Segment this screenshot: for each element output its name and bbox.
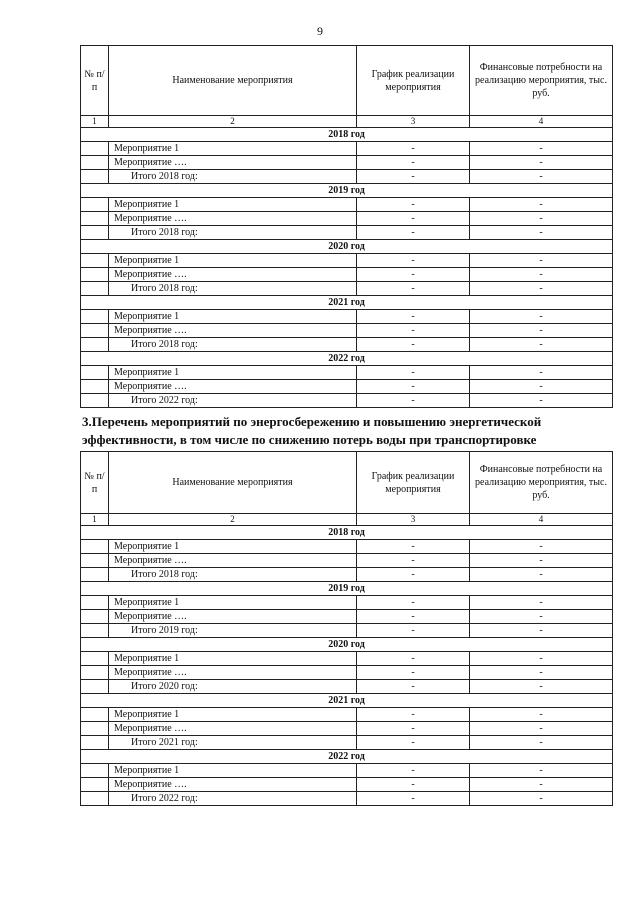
header-finance: Финансовые потребности на реализацию мероприятия, тыс. руб. [470,46,613,116]
row-index [81,652,109,666]
total-row [81,736,613,750]
row-index [81,198,109,212]
year-row [81,638,613,652]
table-row [81,198,613,212]
finance-cell: - [470,792,613,806]
total-row [81,680,613,694]
schedule-cell: - [357,142,470,156]
schedule-cell: - [357,170,470,184]
measure-name: Мероприятие 1 [109,540,357,554]
table-row [81,380,613,394]
finance-cell: - [470,666,613,680]
year-label: 2021 год [81,694,613,708]
row-index [81,554,109,568]
schedule-cell: - [357,366,470,380]
schedule-cell: - [357,338,470,352]
year-row [81,750,613,764]
table-row [81,366,613,380]
finance-cell: - [470,156,613,170]
row-index [81,226,109,240]
total-row [81,226,613,240]
measure-name: Мероприятие …. [109,324,357,338]
row-index [81,792,109,806]
header-name: Наименование мероприятия [109,46,357,116]
row-index [81,366,109,380]
total-row [81,568,613,582]
year-row [81,184,613,198]
schedule-cell: - [357,778,470,792]
finance-cell: - [470,324,613,338]
measure-name: Мероприятие …. [109,722,357,736]
table-row [81,324,613,338]
total-label: Итого 2018 год: [109,226,357,240]
measure-name: Мероприятие …. [109,212,357,226]
row-index [81,324,109,338]
measure-name: Мероприятие …. [109,156,357,170]
schedule-cell: - [357,680,470,694]
total-row [81,338,613,352]
schedule-cell: - [357,254,470,268]
schedule-cell: - [357,380,470,394]
measure-name: Мероприятие …. [109,778,357,792]
row-index [81,708,109,722]
schedule-cell: - [357,708,470,722]
year-row [81,694,613,708]
schedule-cell: - [357,736,470,750]
finance-cell: - [470,736,613,750]
column-number: 1 [81,116,109,128]
total-row [81,394,613,408]
year-label: 2021 год [81,296,613,310]
finance-cell: - [470,680,613,694]
header-schedule: График реализации мероприятия [357,46,470,116]
finance-cell: - [470,212,613,226]
column-numbers-row [81,116,613,128]
finance-cell: - [470,366,613,380]
row-index [81,680,109,694]
total-label: Итого 2022 год: [109,792,357,806]
finance-cell: - [470,142,613,156]
measure-name: Мероприятие …. [109,666,357,680]
table-row [81,778,613,792]
table-header-row [81,46,613,116]
row-index [81,778,109,792]
year-label: 2020 год [81,638,613,652]
measures-table-2 [80,451,613,806]
schedule-cell: - [357,624,470,638]
table-row [81,764,613,778]
finance-cell: - [470,282,613,296]
finance-cell: - [470,380,613,394]
header-number: № п/п [81,452,109,514]
row-index [81,156,109,170]
total-label: Итого 2022 год: [109,394,357,408]
schedule-cell: - [357,554,470,568]
year-row [81,240,613,254]
schedule-cell: - [357,282,470,296]
total-label: Итого 2020 год: [109,680,357,694]
year-label: 2022 год [81,352,613,366]
finance-cell: - [470,268,613,282]
measure-name: Мероприятие 1 [109,198,357,212]
row-index [81,338,109,352]
finance-cell: - [470,624,613,638]
measure-name: Мероприятие …. [109,380,357,394]
year-label: 2019 год [81,184,613,198]
row-index [81,568,109,582]
schedule-cell: - [357,610,470,624]
row-index [81,268,109,282]
column-number: 4 [470,116,613,128]
finance-cell: - [470,554,613,568]
year-label: 2022 год [81,750,613,764]
total-label: Итого 2018 год: [109,282,357,296]
column-numbers-row [81,514,613,526]
schedule-cell: - [357,394,470,408]
measure-name: Мероприятие 1 [109,764,357,778]
column-number: 2 [109,514,357,526]
row-index [81,282,109,296]
column-number: 3 [357,514,470,526]
total-label: Итого 2018 год: [109,568,357,582]
finance-cell: - [470,226,613,240]
schedule-cell: - [357,722,470,736]
measure-name: Мероприятие 1 [109,142,357,156]
schedule-cell: - [357,156,470,170]
measure-name: Мероприятие …. [109,554,357,568]
table-header-row [81,452,613,514]
row-index [81,764,109,778]
finance-cell: - [470,170,613,184]
row-index [81,170,109,184]
table-row [81,212,613,226]
row-index [81,624,109,638]
schedule-cell: - [357,652,470,666]
finance-cell: - [470,540,613,554]
measure-name: Мероприятие 1 [109,366,357,380]
finance-cell: - [470,568,613,582]
table-row [81,610,613,624]
table-row [81,652,613,666]
schedule-cell: - [357,268,470,282]
schedule-cell: - [357,596,470,610]
schedule-cell: - [357,792,470,806]
row-index [81,610,109,624]
schedule-cell: - [357,764,470,778]
finance-cell: - [470,610,613,624]
table-row [81,666,613,680]
measure-name: Мероприятие 1 [109,310,357,324]
column-number: 2 [109,116,357,128]
total-row [81,792,613,806]
column-number: 4 [470,514,613,526]
table-row [81,254,613,268]
total-label: Итого 2018 год: [109,170,357,184]
total-row [81,282,613,296]
row-index [81,540,109,554]
row-index [81,722,109,736]
finance-cell: - [470,764,613,778]
table-row [81,142,613,156]
row-index [81,596,109,610]
row-index [81,394,109,408]
year-row [81,526,613,540]
section-3-heading: 3.Перечень мероприятий по энергосбережению и повышению энергетической эффективности, в том числе по снижению потерь воды при транспортировке [82,414,542,447]
table-row [81,708,613,722]
table-row [81,554,613,568]
total-label: Итого 2019 год: [109,624,357,638]
table-row [81,722,613,736]
year-label: 2018 год [81,128,613,142]
year-row [81,128,613,142]
measure-name: Мероприятие 1 [109,254,357,268]
schedule-cell: - [357,666,470,680]
header-number: № п/п [81,46,109,116]
schedule-cell: - [357,198,470,212]
row-index [81,380,109,394]
table-row [81,156,613,170]
finance-cell: - [470,708,613,722]
table-row [81,268,613,282]
measure-name: Мероприятие 1 [109,596,357,610]
row-index [81,254,109,268]
row-index [81,212,109,226]
finance-cell: - [470,394,613,408]
finance-cell: - [470,652,613,666]
finance-cell: - [470,722,613,736]
header-finance: Финансовые потребности на реализацию мероприятия, тыс. руб. [470,452,613,514]
table-row [81,596,613,610]
column-number: 1 [81,514,109,526]
year-label: 2018 год [81,526,613,540]
schedule-cell: - [357,226,470,240]
measure-name: Мероприятие …. [109,610,357,624]
schedule-cell: - [357,310,470,324]
schedule-cell: - [357,540,470,554]
total-row [81,624,613,638]
finance-cell: - [470,338,613,352]
finance-cell: - [470,310,613,324]
finance-cell: - [470,778,613,792]
column-number: 3 [357,116,470,128]
schedule-cell: - [357,212,470,226]
schedule-cell: - [357,324,470,338]
year-row [81,582,613,596]
total-label: Итого 2021 год: [109,736,357,750]
table-row [81,540,613,554]
measure-name: Мероприятие 1 [109,708,357,722]
total-row [81,170,613,184]
row-index [81,736,109,750]
row-index [81,666,109,680]
total-label: Итого 2018 год: [109,338,357,352]
measure-name: Мероприятие …. [109,268,357,282]
header-name: Наименование мероприятия [109,452,357,514]
year-label: 2019 год [81,582,613,596]
schedule-cell: - [357,568,470,582]
year-row [81,352,613,366]
finance-cell: - [470,198,613,212]
page-number: 9 [317,24,323,38]
measure-name: Мероприятие 1 [109,652,357,666]
table-row [81,310,613,324]
finance-cell: - [470,254,613,268]
row-index [81,310,109,324]
finance-cell: - [470,596,613,610]
year-label: 2020 год [81,240,613,254]
year-row [81,296,613,310]
measures-table-1 [80,45,613,408]
row-index [81,142,109,156]
header-schedule: График реализации мероприятия [357,452,470,514]
